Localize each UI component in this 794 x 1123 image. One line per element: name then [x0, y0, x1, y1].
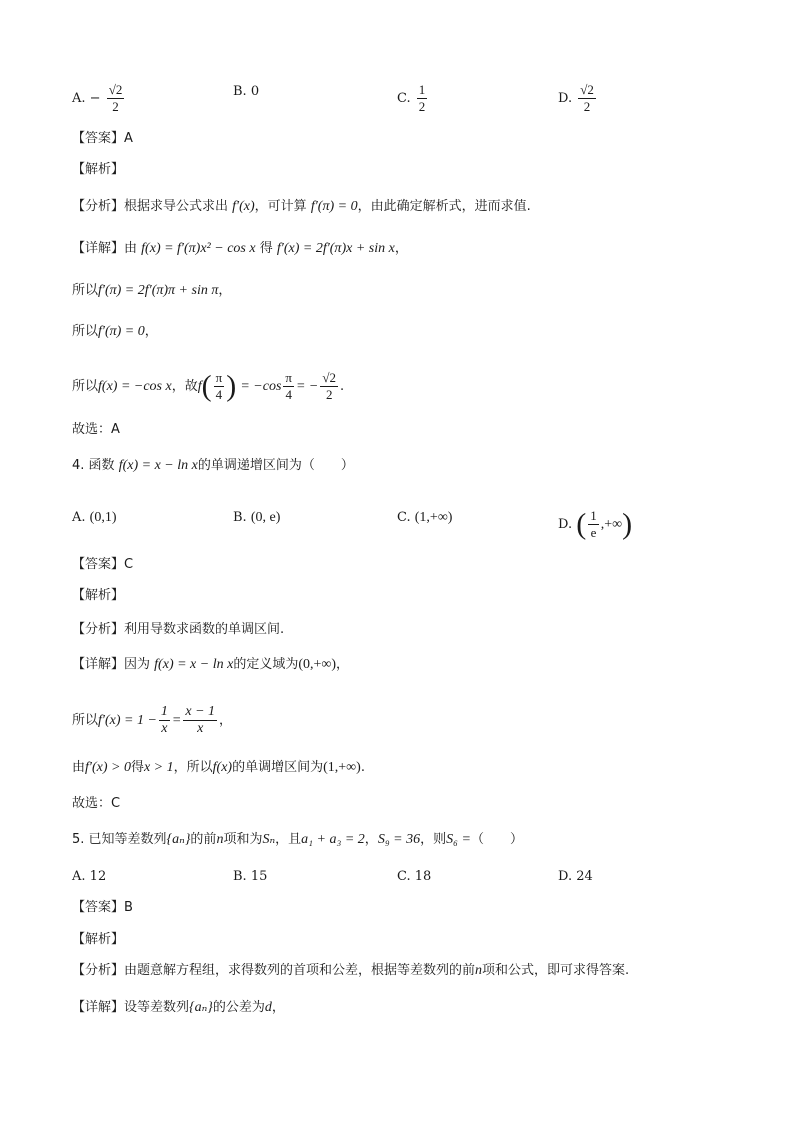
text: ，: [219, 713, 233, 728]
option-value: (0, e): [250, 510, 281, 525]
q5-stem: [72, 830, 523, 850]
q5-analysis-label: 【解析】: [72, 932, 125, 947]
paren-close: ): [622, 507, 633, 541]
math: f′(π) = 2f′(π)π + sin π: [98, 283, 219, 298]
q4-step-2: [72, 758, 365, 778]
text: ，: [218, 283, 232, 298]
math: f′(π) = 0: [98, 324, 145, 339]
text: 项和公式，即可求得答案.: [482, 963, 630, 978]
q4-fenxi: [72, 620, 284, 640]
fraction-denominator: 2: [112, 99, 119, 114]
q4-option-a: [72, 508, 117, 528]
option-letter: C.: [397, 91, 411, 106]
fraction: [320, 370, 338, 403]
text: 因为: [124, 657, 151, 672]
text: ，所以: [173, 760, 213, 775]
fraction-denominator: x: [197, 721, 204, 736]
text: 由: [72, 760, 86, 775]
option-letter: A.: [72, 869, 86, 884]
option-letter: A.: [72, 91, 86, 106]
fraction-numerator: 1: [590, 508, 597, 523]
text: ，且: [275, 832, 302, 847]
fraction: [183, 704, 217, 737]
q5-answer: [72, 898, 133, 918]
text: 设等差数列: [124, 1000, 190, 1015]
math: = −: [295, 379, 319, 394]
option-value: (1,+∞): [414, 510, 453, 525]
math: f(x) = x − ln x: [154, 657, 234, 672]
math: {aₙ}: [189, 1000, 213, 1015]
q3-choose: 故选：A: [72, 422, 120, 437]
text: ，: [364, 832, 378, 847]
fraction-denominator: 2: [325, 387, 333, 402]
math: f′(x) = 1 −: [98, 713, 157, 728]
math: f(x): [212, 760, 233, 775]
q3-step-2: [72, 322, 158, 342]
option-letter: B.: [233, 84, 247, 99]
option-tail: ,+∞: [600, 517, 623, 532]
q3-option-b: [233, 82, 259, 102]
math: f(x) = x − ln x: [118, 458, 198, 473]
text: 利用导数求函数的单调区间.: [124, 622, 285, 637]
answer-value: C: [124, 557, 134, 572]
option-letter: C.: [397, 510, 411, 525]
math: d: [264, 1000, 272, 1015]
q3-analysis-label: 【解析】: [72, 162, 125, 177]
text: .: [340, 379, 345, 394]
text: 的单调增区间为: [232, 760, 324, 775]
fraction-denominator: 2: [583, 99, 591, 114]
q3-option-c: [397, 82, 429, 115]
math: S₉ = 36: [377, 832, 421, 847]
option-value: (0,1): [89, 510, 117, 525]
fraction-denominator: 4: [215, 387, 223, 402]
answer-value: B: [124, 900, 133, 915]
text: 根据求导公式求出: [124, 199, 229, 214]
q5-option-d: [558, 867, 593, 887]
text: ，: [336, 657, 350, 672]
text: 项和为: [223, 832, 263, 847]
math: n: [216, 832, 224, 847]
q5-xiangjie: [72, 998, 285, 1018]
q3-step-1: [72, 281, 231, 301]
q4-step-1: [72, 704, 232, 737]
fraction-numerator: 1: [160, 704, 168, 719]
option-fraction: [417, 82, 428, 115]
q4-stem: [72, 456, 354, 476]
option-letter: D.: [558, 91, 573, 106]
fenxi-label: 【分析】: [72, 963, 125, 978]
math: f(x) = −cos x: [98, 379, 172, 394]
text: ，可计算: [254, 199, 307, 214]
option-letter: D.: [558, 869, 573, 884]
math: f′(x) = 2f′(π)x + sin x: [276, 241, 395, 256]
q5-fenxi: [72, 961, 629, 981]
q4-option-c: [397, 508, 452, 528]
fraction: [159, 704, 170, 737]
text: 所以: [72, 283, 99, 298]
q3-option-d: [558, 82, 598, 115]
paren-open: (: [576, 507, 587, 541]
text: ，由此确定解析式，进而求值.: [357, 199, 531, 214]
math: n: [475, 963, 483, 978]
q4-xiangjie: [72, 655, 349, 675]
fraction-numerator: √2: [580, 82, 594, 97]
q3-answer: [72, 129, 133, 149]
fraction-numerator: √2: [108, 82, 123, 97]
fraction: [283, 370, 294, 403]
math: (0,+∞): [298, 657, 337, 672]
q5-option-c: [397, 867, 431, 887]
paren-close: ): [226, 369, 237, 403]
xiangjie-label: 【详解】: [72, 1000, 125, 1015]
option-value: 24: [576, 869, 593, 884]
math: f′(π) = 0: [310, 199, 358, 214]
option-value: 12: [89, 869, 107, 884]
q3-fenxi: [72, 197, 531, 217]
fraction-numerator: √2: [322, 370, 337, 385]
fraction-denominator: 2: [418, 99, 426, 114]
option-value: 0: [250, 84, 260, 99]
fraction-denominator: e: [590, 525, 597, 540]
math: x > 1: [143, 760, 174, 775]
text: ，: [144, 324, 158, 339]
text: 所以: [72, 379, 99, 394]
text: ，: [271, 1000, 285, 1015]
text: ，: [394, 241, 408, 256]
text: 得: [259, 241, 273, 256]
text: 5. 已知等差数列: [72, 832, 167, 847]
text: 的公差为: [212, 1000, 265, 1015]
option-letter: B.: [233, 510, 247, 525]
option-sign: −: [89, 91, 101, 106]
q4-option-b: [233, 508, 280, 528]
fenxi-label: 【分析】: [72, 622, 125, 637]
text: ，故: [171, 379, 198, 394]
q3-step-3: [72, 370, 344, 403]
fraction-numerator: x − 1: [185, 704, 216, 719]
text: 所以: [72, 324, 99, 339]
text: 由: [124, 241, 138, 256]
q5-option-b: [233, 867, 267, 887]
math: {aₙ}: [166, 832, 191, 847]
answer-label: 【答案】: [72, 900, 125, 915]
math: f(x) = f′(π)x² − cos x: [141, 241, 256, 256]
math: =: [171, 713, 182, 728]
option-letter: A.: [72, 510, 86, 525]
answer-value: A: [124, 131, 133, 146]
text: 所以: [72, 713, 99, 728]
math: f: [197, 379, 202, 394]
option-letter: C.: [397, 869, 411, 884]
text: ，则: [420, 832, 447, 847]
fraction: [214, 370, 225, 403]
text: 由题意解方程组，求得数列的首项和公差，根据等差数列的前: [124, 963, 476, 978]
math: = −cos: [240, 379, 282, 394]
math: S₆ =: [446, 832, 471, 847]
math: (1,+∞): [323, 760, 361, 775]
q4-choose: 故选：C: [72, 796, 121, 811]
text: 4. 函数: [72, 458, 115, 473]
option-letter: B.: [233, 869, 247, 884]
q5-option-a: [72, 867, 106, 887]
text: .: [360, 760, 365, 775]
fenxi-label: 【分析】: [72, 199, 125, 214]
text: 的单调递增区间为（ ）: [197, 458, 354, 473]
xiangjie-label: 【详解】: [72, 241, 125, 256]
math: Sₙ: [262, 832, 276, 847]
fraction-numerator: π: [285, 370, 292, 385]
fraction-numerator: π: [215, 370, 223, 385]
q4-option-d: [558, 508, 632, 541]
text: 得: [130, 760, 144, 775]
math: f′(x) > 0: [85, 760, 131, 775]
fraction-denominator: 4: [285, 387, 292, 402]
q3-xiangjie: [72, 239, 408, 259]
fraction-denominator: x: [161, 721, 168, 736]
q4-answer: [72, 555, 133, 575]
paren-open: (: [201, 369, 212, 403]
math: f′(x): [232, 199, 255, 214]
text: 的前: [190, 832, 217, 847]
option-value: 18: [414, 869, 432, 884]
option-fraction: [588, 508, 599, 541]
q3-option-a: [72, 82, 126, 115]
fraction-numerator: 1: [418, 82, 426, 97]
math: a₁ + a₃ = 2: [301, 832, 365, 847]
option-fraction: [107, 82, 125, 115]
answer-label: 【答案】: [72, 131, 125, 146]
text: 的定义域为: [233, 657, 299, 672]
q4-analysis-label: 【解析】: [72, 588, 125, 603]
text: （ ）: [470, 832, 523, 847]
answer-label: 【答案】: [72, 557, 125, 572]
option-letter: D.: [558, 517, 573, 532]
option-fraction: [578, 82, 596, 115]
option-value: 15: [250, 869, 268, 884]
xiangjie-label: 【详解】: [72, 657, 125, 672]
